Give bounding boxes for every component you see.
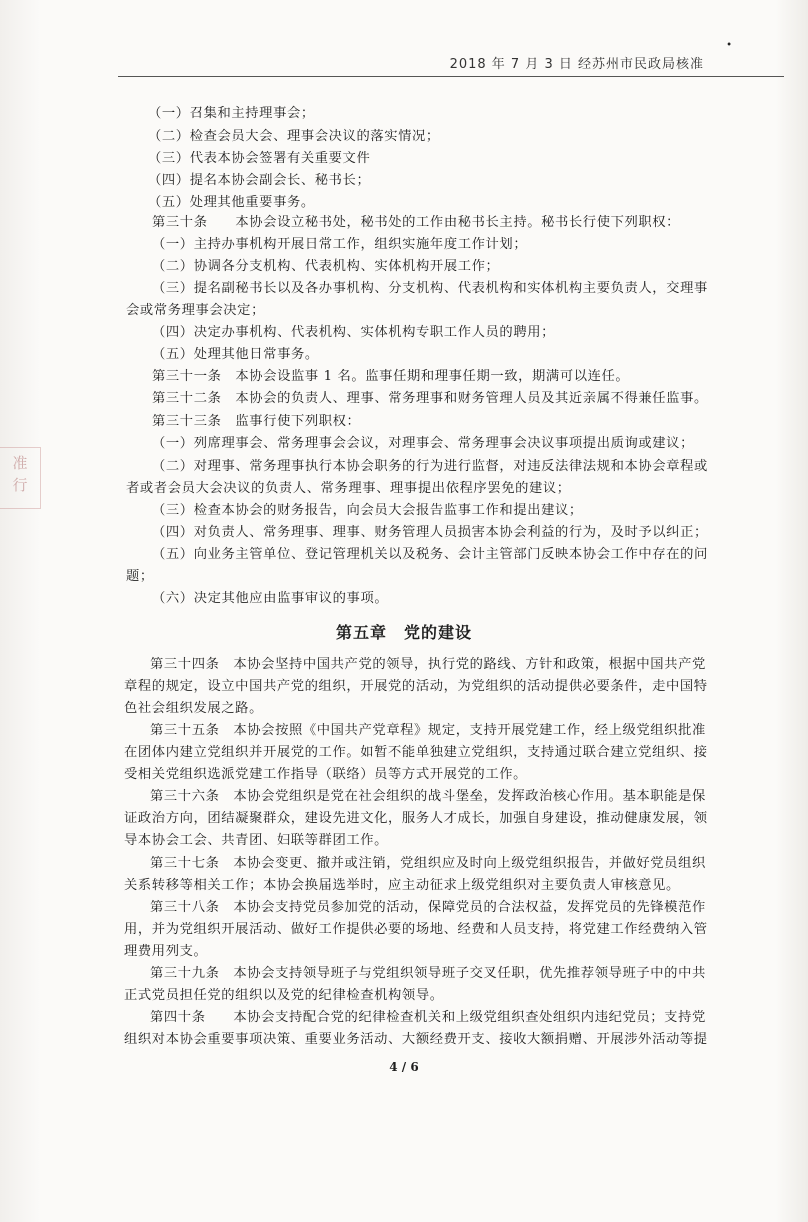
text-line: （二）协调各分支机构、代表机构、实体机构开展工作； [152, 259, 500, 274]
margin-dot: • [726, 40, 732, 51]
article-37-title: 第三十七条 本协会变更、撤并或注销，党组织应及时向上级党组织报告，并做好党员组织 [150, 856, 706, 871]
text-line: （五）处理其他日常事务。 [152, 347, 319, 362]
text-line: （三）检查本协会的财务报告，向会员大会报告监事工作和提出建议； [152, 503, 583, 518]
text-line: （四）决定办事机构、代表机构、实体机构专职工作人员的聘用； [152, 325, 556, 340]
article-40-title: 第四十条 本协会支持配合党的纪律检查机关和上级党组织查处组织内违纪党员；支持党 [150, 1010, 706, 1025]
header-rule [118, 76, 784, 77]
article-36-title: 第三十六条 本协会党组织是党在社会组织的战斗堡垒，发挥政治核心作用。基本职能是保 [150, 789, 706, 804]
text-line: 关系转移等相关工作；本协会换届选举时，应主动征求上级党组织对主要负责人审核意见。 [124, 878, 680, 893]
text-line: （四）提名本协会副会长、秘书长； [148, 173, 371, 188]
seal-stamp-fragment: 准 行 [0, 447, 41, 509]
text-line: （四）对负责人、常务理事、理事、财务管理人员损害本协会利益的行为，及时予以纠正； [152, 525, 708, 540]
text-line: 色社会组织发展之路。 [124, 701, 263, 716]
article-31-title: 第三十一条 本协会设监事 1 名。监事任期和理事任期一致，期满可以连任。 [152, 369, 630, 384]
text-line: 组织对本协会重要事项决策、重要业务活动、大额经费开支、接收大额捐赠、开展涉外活动等提 [124, 1032, 708, 1047]
article-38-title: 第三十八条 本协会支持党员参加党的活动，保障党员的合法权益，发挥党员的先锋模范作 [150, 900, 706, 915]
text-line: 会或常务理事会决定； [126, 303, 265, 318]
article-33-title: 第三十三条 监事行使下列职权： [152, 414, 361, 429]
article-30-title: 第三十条 本协会设立秘书处，秘书处的工作由秘书长主持。秘书长行使下列职权： [152, 215, 681, 230]
article-32-title: 第三十二条 本协会的负责人、理事、常务理事和财务管理人员及其近亲属不得兼任监事。 [152, 391, 708, 406]
article-39-title: 第三十九条 本协会支持领导班子与党组织领导班子交叉任职，优先推荐领导班子中的中共 [150, 966, 706, 981]
chapter-title: 第五章 党的建设 [335, 623, 472, 642]
text-line: 者或者会员大会决议的负责人、常务理事、理事提出依程序罢免的建议； [126, 481, 571, 496]
text-line: 章程的规定，设立中国共产党的组织，开展党的活动，为党组织的活动提供必要条件，走中国特 [124, 679, 708, 694]
text-line: （三）代表本协会签署有关重要文件 [148, 151, 371, 166]
text-line: （五）向业务主管单位、登记管理机关以及税务、会计主管部门反映本协会工作中存在的问 [152, 547, 708, 562]
text-line: 正式党员担任党的组织以及党的纪律检查机构领导。 [124, 988, 444, 1003]
text-line: 理费用列支。 [124, 944, 208, 959]
text-line: （二）检查会员大会、理事会决议的落实情况； [148, 129, 440, 144]
text-line: （三）提名副秘书长以及各办事机构、分支机构、代表机构和实体机构主要负责人，交理事 [152, 281, 708, 296]
text-line: 用，并为党组织开展活动、做好工作提供必要的场地、经费和人员支持，将党建工作经费纳入管 [124, 922, 708, 937]
text-line: （二）对理事、常务理事执行本协会职务的行为进行监督，对违反法律法规和本协会章程或 [152, 459, 708, 474]
text-line: （一）主持办事机构开展日常工作，组织实施年度工作计划； [152, 237, 528, 252]
text-line: （六）决定其他应由监事审议的事项。 [152, 591, 389, 606]
text-line: （五）处理其他重要事务。 [148, 195, 315, 210]
text-line: 题； [126, 569, 154, 584]
text-line: 导本协会工会、共青团、妇联等群团工作。 [124, 833, 389, 848]
text-line: （一）列席理事会、常务理事会会议，对理事会、常务理事会决议事项提出质询或建议； [152, 436, 694, 451]
text-line: 证政治方向，团结凝聚群众，建设先进文化，服务人才成长，加强自身建设，推动健康发展，领 [124, 811, 708, 826]
page-number: 4 / 6 [389, 1060, 419, 1074]
text-line: 在团体内建立党组织并开展党的工作。如暂不能单独建立党组织，支持通过联合建立党组织、接 [124, 745, 708, 760]
article-35-title: 第三十五条 本协会按照《中国共产党章程》规定，支持开展党建工作，经上级党组织批准 [150, 723, 706, 738]
text-line: 受相关党组织选派党建工作指导（联络）员等方式开展党的工作。 [124, 767, 528, 782]
text-line: （一）召集和主持理事会； [148, 106, 315, 121]
approval-header: 2018 年 7 月 3 日 经苏州市民政局核准 [449, 57, 704, 72]
article-34-title: 第三十四条 本协会坚持中国共产党的领导，执行党的路线、方针和政策，根据中国共产党 [150, 657, 706, 672]
